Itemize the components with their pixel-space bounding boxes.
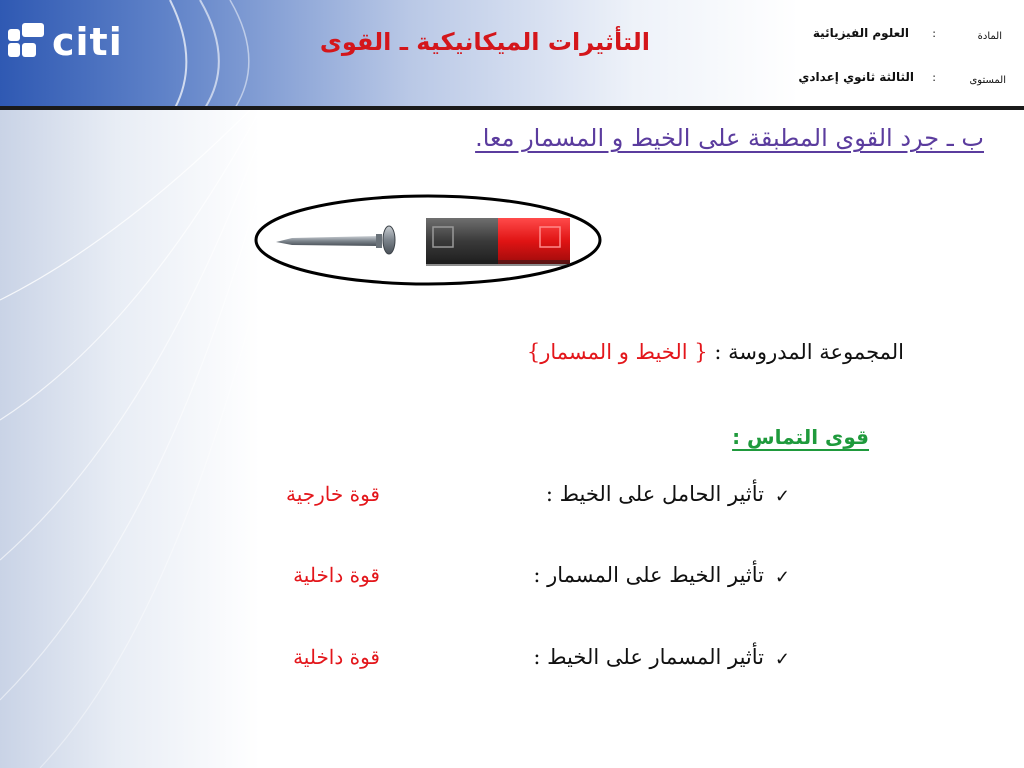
header-divider — [0, 106, 1024, 110]
nail-magnet-illustration — [248, 190, 608, 290]
slide-header — [0, 0, 1024, 108]
list-item — [200, 563, 790, 597]
level-colon: : — [932, 71, 936, 84]
logo-mark-icon — [8, 23, 46, 61]
level-label: المستوى — [969, 75, 1006, 86]
studied-system-value: { الخيط و المسمار} — [526, 340, 708, 364]
force-type: قوة داخلية — [293, 563, 380, 587]
nail-icon — [276, 226, 395, 254]
list-item — [200, 482, 790, 516]
list-item — [200, 645, 790, 679]
force-label: تأثير المسمار على الخيط : — [533, 645, 764, 669]
subject-label: المادة — [977, 31, 1002, 42]
studied-system — [527, 340, 904, 364]
subject-colon: : — [932, 27, 936, 40]
citi-logo — [8, 20, 123, 64]
level-value: الثالثة ثانوي إعدادي — [798, 70, 914, 84]
force-label: تأثير الحامل على الخيط : — [545, 482, 764, 506]
force-type: قوة خارجية — [286, 482, 380, 506]
section-subtitle: ب ـ جرد القوى المطبقة على الخيط و المسمار معا. — [475, 124, 984, 152]
contact-forces-heading: قوى التماس : — [732, 425, 869, 449]
logo-text: citi — [52, 20, 123, 64]
studied-system-label: المجموعة المدروسة : — [714, 340, 904, 364]
bar-magnet-icon — [426, 218, 570, 266]
check-icon: ✓ — [774, 567, 790, 588]
check-icon: ✓ — [774, 486, 790, 507]
force-label: تأثير الخيط على المسمار : — [533, 563, 764, 587]
force-type: قوة داخلية — [293, 645, 380, 669]
subject-value: العلوم الفيزيائية — [812, 26, 909, 40]
page-title: التأثيرات الميكانيكية ـ القوى — [319, 28, 650, 56]
check-icon: ✓ — [774, 649, 790, 670]
